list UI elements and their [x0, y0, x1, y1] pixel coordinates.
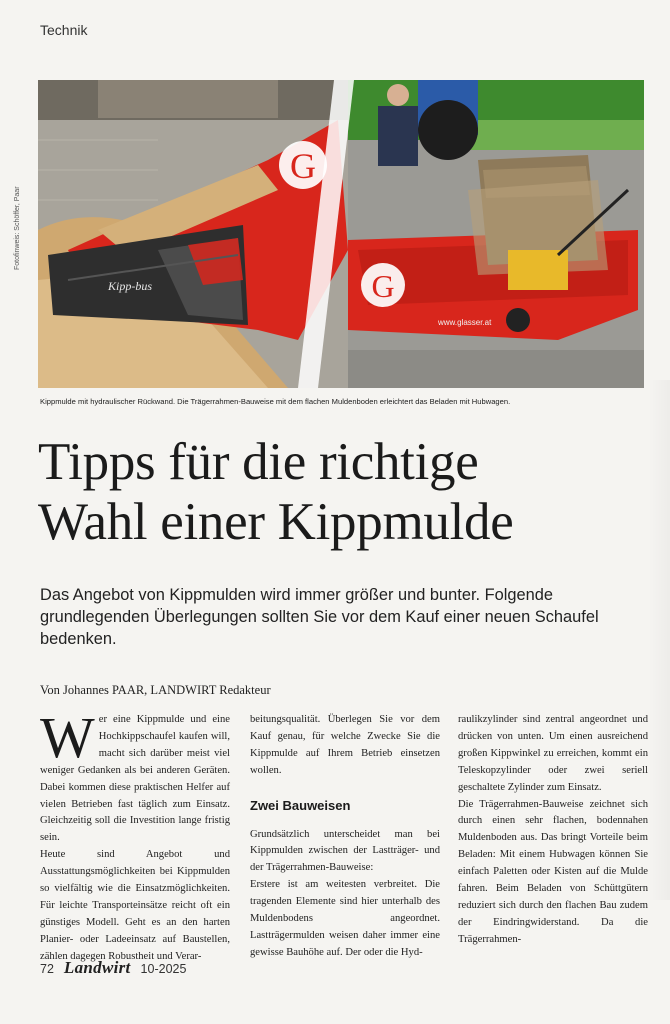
brand-logo-left: G — [290, 146, 316, 186]
photo-caption: Kippmulde mit hydraulischer Rückwand. Die Trägerrahmen-Bauweise mit dem flachen Muldenboden erleichtert das Beladen mit Hubwagen. — [40, 397, 511, 406]
page-bleed-shadow — [648, 380, 670, 900]
article-photo — [38, 80, 644, 388]
text-column-1 — [40, 705, 230, 966]
col3-paragraph-1: raulikzylinder sind zentral angeordnet und drücken von unten. Um einen ausreichend großen Kippwinkel zu erreichen, kommt ein Teleskopzylinder oder zwei seriell geschaltete Zylinder zum Einsatz. — [458, 714, 648, 793]
col1-paragraph-1-text: er eine Kippmulde und eine Hochkippschaufel kaufen will, macht sich darüber meist viel weniger Gedanken als bei anderen Geräten. Dabei kommen diese praktischen Helfer auf vielen Betrieben fast täglich zum Einsatz. Gleichzeitig soll die Investition lange fristig sein. — [40, 714, 230, 844]
page-number: 72 — [40, 962, 54, 976]
col2-paragraph-3: Erstere ist am weitesten verbreitet. Die tragenden Elemente sind hier unterhalb des Muldenbodens angeordnet. Lastträgermulden weisen daher immer eine gewisse Bauhöhe auf. Der oder die Hyd- — [250, 879, 440, 958]
magazine-logo: Landwirt — [63, 958, 131, 977]
brand-url: www.glasser.at — [438, 318, 492, 327]
lead-paragraph: Das Angebot von Kippmulden wird immer größer und bunter. Folgende grundlegenden Überlegungen sollten Sie vor dem Kauf einer neuen Schaufel bedenken. — [40, 586, 599, 648]
brand-logo-right: G — [371, 268, 395, 304]
subheading: Zwei Bauweisen — [250, 797, 351, 813]
col3-paragraph-2: Die Trägerrahmen-Bauweise zeichnet sich durch einen sehr flachen, bodennahen Muldenboden aus. Das bringt Vorteile beim Beladen: Mit einem Hubwagen können Sie einfach Paletten oder Kisten auf die Mulde fahren. Beim Beladen von Schüttgütern reduziert sich durch den flachen Bau zudem der Eindringwiderstand. Da die Trägerrahmen- — [458, 798, 648, 945]
headline — [38, 432, 658, 552]
issue-number: 10-2025 — [140, 962, 187, 976]
col1-paragraph-2: Heute sind Angebot und Ausstattungsmöglichkeiten bei Kippmulden so vielfältig wie die Einsatzmöglichkeiten. Für leichte Transporteinsätze reicht oft ein günstiges Modell. Geht es an den harten Planier- oder Ladeeinsatz auf Baustellen, zählen dagegen Robustheit und Verar- — [40, 849, 230, 962]
photo-credit: Fotofinweis: Schöffer, Paar — [14, 186, 21, 270]
headline-line-1: Tipps für die richtige — [38, 433, 479, 491]
col2-paragraph-2: Grundsätzlich unterscheidet man bei Kippmulden zwischen der Lastträger- und der Trägerrahmen-Bauweise: — [250, 828, 440, 874]
section-label: Technik — [40, 22, 88, 38]
drop-cap: W — [40, 705, 95, 770]
col2-paragraph-1: beitungsqualität. Überlegen Sie vor dem Kauf genau, für welche Zwecke Sie die Kippmulde auf Ihrem Betrieb einsetzen wollen. — [250, 714, 440, 776]
brand-text-left: Kipp-bus — [108, 279, 153, 293]
text-column-3 — [458, 712, 648, 949]
byline: Von Johannes PAAR, LANDWIRT Redakteur — [40, 683, 271, 697]
kippmulde-photo-illustration — [38, 80, 644, 388]
text-column-2 — [250, 712, 440, 962]
headline-line-2: Wahl einer Kippmulde — [38, 493, 514, 551]
page-footer — [40, 958, 186, 978]
col1-paragraph-1 — [40, 705, 230, 847]
